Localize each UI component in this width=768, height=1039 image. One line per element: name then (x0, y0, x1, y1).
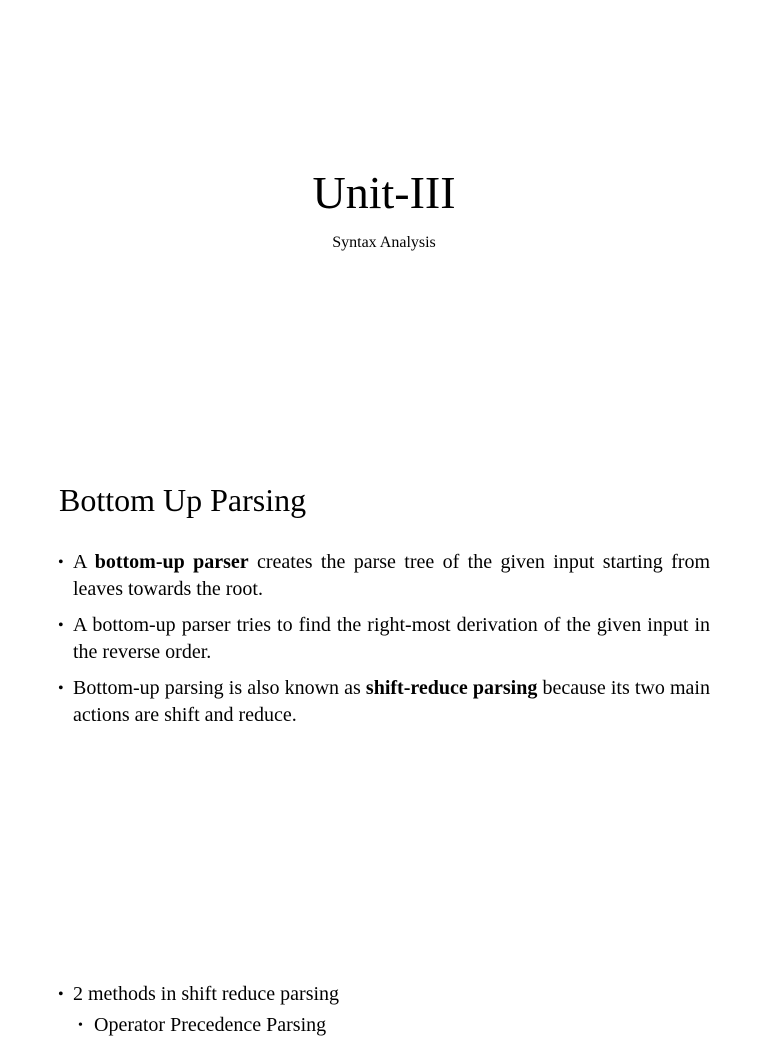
title-slide (0, 0, 768, 432)
sub-bullet-text: Operator Precedence Parsing (94, 1014, 327, 1036)
partial-slide (0, 864, 768, 1036)
bullet-list (58, 549, 710, 738)
sub-bullet-item (58, 1012, 710, 1039)
bullet-text-bold: bottom-up parser (94, 551, 249, 573)
bullet-item (58, 549, 710, 603)
bullet-icon: • (58, 680, 64, 697)
bullet-item (58, 675, 710, 729)
bullet-text-post: creates the parse tree of the given input starting from leaves towards the root. (73, 551, 710, 600)
bullet-text-pre: Bottom-up parsing is also known as (73, 677, 366, 699)
bullet-item (58, 981, 710, 1008)
sub-bullet-icon: • (78, 1018, 83, 1033)
bullet-list (58, 981, 710, 1039)
bullet-icon: • (58, 986, 64, 1003)
bullet-text: 2 methods in shift reduce parsing (73, 983, 340, 1005)
bullet-icon: • (58, 554, 64, 571)
bullet-icon: • (58, 617, 64, 634)
bullet-text-post: because its two main actions are shift and reduce. (73, 677, 710, 726)
slide-heading: Bottom Up Parsing (59, 482, 307, 518)
bullet-text-pre: A (73, 551, 95, 573)
bullet-text: A bottom-up parser tries to find the right-most derivation of the given input in the reverse order. (73, 614, 710, 663)
bullet-text-bold: shift-reduce parsing (365, 677, 538, 699)
content-slide (0, 432, 768, 864)
slide-subtitle: Syntax Analysis (332, 234, 436, 251)
bullet-item (58, 612, 710, 666)
slide-title: Unit-III (312, 167, 456, 218)
